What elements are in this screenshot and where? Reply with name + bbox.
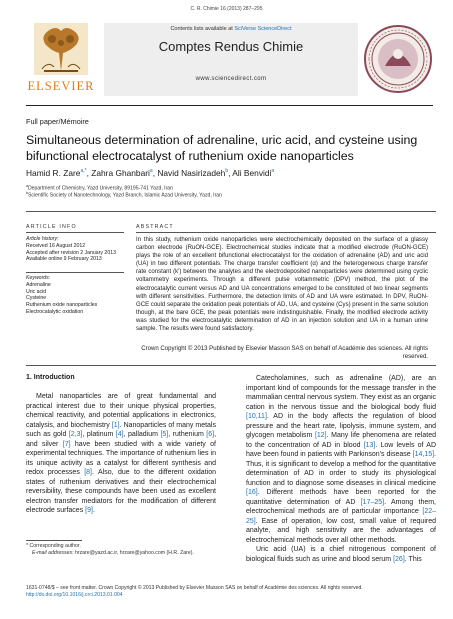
keywords	[26, 275, 136, 316]
citation-link[interactable]: [12]	[314, 432, 327, 439]
history-label: Article history:	[26, 236, 59, 242]
citation-link[interactable]: [9]	[85, 507, 93, 514]
academie-seal-icon	[363, 24, 433, 94]
paragraph	[246, 374, 436, 545]
author-name[interactable]: Ali Benvidi	[232, 168, 272, 178]
author-name[interactable]: Hamid R. Zare	[26, 168, 81, 178]
paragraph	[26, 392, 216, 516]
citation-link[interactable]: [8]	[84, 469, 93, 476]
abstract-divider	[26, 365, 436, 366]
paragraph-text: , palladium	[123, 431, 161, 438]
keywords-label: Keywords:	[26, 275, 51, 281]
paragraph-text: Catecholamines, such as adrenaline (AD), are an important kind of compounds for the message transfer in the mammalian central nervous system. They exist as an organic cation in the nervous tissue and the biological body fluid	[246, 375, 436, 411]
footnote: * Corresponding author. E-mail addresses: hrzare@yazd.ac.ir, hrzare@yahoo.com (H.R. Zare).	[26, 543, 194, 556]
author-affil-marker[interactable]: a	[271, 168, 275, 175]
article-info-rule	[26, 232, 124, 233]
running-head: C. R. Chimie 16 (2013) 287–295	[190, 6, 263, 12]
abstract-copyright: Crown Copyright © 2013 Published by Elsevier Masson SAS on behalf of Académie des sciences. All rights reserved.	[141, 346, 428, 361]
journal-title: Comptes Rendus Chimie	[158, 39, 304, 54]
author-name[interactable]: Navid Nasirizadeh	[157, 168, 226, 178]
article-type: Full paper/Mémoire	[26, 117, 89, 126]
keyword: Cysteine	[26, 295, 47, 302]
paragraph-text: , and silver	[26, 431, 217, 448]
sciencedirect-link[interactable]: SciVerse ScienceDirect	[234, 26, 292, 32]
paragraph-text: . Among them, electrochemical methods are of particular importance	[246, 498, 437, 515]
author-affil-marker[interactable]: a	[149, 168, 153, 175]
abstract-text: In this study, ruthenium oxide nanoparticles were electrochemically deposited on the surface of a glassy carbon electrode (RuON-GCE). Electrochemical studies indicate that a modified electrode (RuON-GCE) plays the role of an excellent bifunctional electrocatalyst for the oxidation of adrenaline (AD) and uric acid (UA) in two different potentials. The charge transfer coefficient (α) and the heterogeneous charge transfer rate constant (k′) between the analytes and the electrodeposited nanoparticles were determined using cyclic voltammetry experiments. Through a different pulse voltammetric (DPV) method, the plot of the electrocatalytic current versus AD and UA concentrations emerged to be constituted of two linear segments with different sensitivities. Furthermore, the detection limits of AD and UA were estimated. In DPV, RuON-GCE could separate the oxidation peak potentials of AD, UA, and cysteine (Cys) present in the same solution though, at the bare GCE, the peak potentials were indistinguishable. Finally, the modified electrode activity was studied for the electrocatalytic determination of AD in an injection solution and UA in a human urine sample. The results were found satisfactory.	[136, 237, 428, 333]
keyword: Uric acid	[26, 288, 47, 295]
footnote-rule	[26, 540, 82, 541]
citation-link[interactable]: [13]	[363, 441, 376, 449]
left-column	[26, 392, 216, 516]
citation-link[interactable]: [2,3]	[68, 431, 83, 438]
paragraph-text: . Ease of operation, low cost, small value of required analyte, and high sensitivity are the advantages of electrochemical methods over all other methods.	[246, 517, 436, 544]
author-name[interactable]: Zahra Ghanbari	[91, 168, 150, 178]
citation-link[interactable]: [14,15]	[412, 451, 435, 458]
paragraph-text: . Also, due to the different oxidation states of ruthenium derivatives and their electrochemical reversibility, these compounds have been used as excellent electron transfer mediators for the modification of different electrode surfaces	[26, 469, 216, 514]
citation-link[interactable]: [22–25]	[246, 508, 436, 525]
elsevier-tree-icon	[34, 23, 88, 75]
affiliation: $^a$Department of Chemistry, Yazd University, 89195-741 Yazd, Iran	[26, 184, 173, 192]
paragraph-text: . Different methods have been reported for the quantitative determination of AD	[246, 489, 436, 506]
bottom-info	[26, 585, 436, 598]
section-heading-introduction: 1. Introduction	[26, 374, 75, 381]
paragraph-text: .	[92, 507, 95, 514]
paragraph-text: . Thus, it is significant to develop a method for the quantitative determination of AD in order to study its physiological function and to diagnose some diseases in clinical medicine	[246, 451, 436, 487]
citation-link[interactable]: [17–25]	[360, 498, 385, 506]
citation-link[interactable]: [6]	[206, 431, 215, 438]
masthead-divider	[26, 105, 433, 106]
citation-link[interactable]: [1]	[111, 421, 120, 429]
right-column	[246, 374, 436, 564]
paragraph-text: . This	[404, 555, 422, 563]
article-info-heading: ARTICLE INFO	[26, 224, 77, 230]
doi-link[interactable]: http://dx.doi.org/10.1016/j.crci.2013.01.004	[26, 591, 123, 598]
article-history	[26, 236, 136, 263]
email-label: E-mail addresses:	[32, 549, 74, 556]
citation-link[interactable]: [4]	[115, 431, 124, 438]
header-divider	[26, 211, 436, 212]
citation-link[interactable]: [26]	[393, 555, 405, 563]
paragraph-text: . Many life phenomena are related to the concentration of AD in blood	[246, 432, 436, 449]
paragraph	[246, 545, 436, 564]
author-affil-marker[interactable]: a,*	[80, 168, 87, 175]
paragraph-text: have been studied with a wide variety of experimental techniques. The importance of ruthenium lies in its unique activity as a catalyst for different synthesis and redox processes	[26, 440, 216, 476]
journal-url-link[interactable]: www.sciencedirect.com	[195, 76, 267, 82]
elsevier-logo	[26, 23, 96, 95]
article-title: Simultaneous determination of adrenaline, uric acid, and cysteine using bifunctional electrocatalyst of ruthenium oxide nanoparticles	[26, 133, 418, 163]
history-item: Accepted after revision 2 January 2013	[26, 249, 116, 256]
author-list: Hamid R. Zare$^{a,*}$, Zahra Ghanbari$^a$, Navid Nasirizadeh$^b$, Ali Benvidi$^a$	[26, 168, 275, 178]
footnote-label: Corresponding author.	[29, 543, 81, 549]
abstract-heading: ABSTRACT	[136, 224, 174, 230]
abstract-rule	[136, 232, 436, 233]
keyword: Ruthenium oxide nanoparticles	[26, 302, 98, 309]
citation-link[interactable]: [16]	[246, 489, 258, 496]
paragraph-text: . AD in the body affects the regulation of blood pressure and the heart rate, lipolysis, immune system, and glycogen metabolism	[246, 413, 436, 439]
issn-line: 1631-0748/$ – see front matter. Crown Copyright © 2013 Published by Elsevier Masson SAS on behalf of Académie des sciences. All rights reserved.	[26, 585, 363, 591]
history-item: Received 16 August 2012	[26, 242, 86, 249]
paragraph-text: , ruthenium	[168, 431, 207, 438]
citation-link[interactable]: [10,11]	[246, 413, 267, 420]
paragraph-text: Uric acid (UA) is a chief nitrogenous component of biological fluids such as urine and blood serum	[246, 546, 436, 563]
paragraph-text: , platinum	[82, 431, 116, 438]
contents-prefix: Contents lists available at	[170, 26, 235, 32]
paragraph-text: . Low levels of AD have been found in patients with Parkinson's disease	[246, 441, 436, 458]
affiliation: $^b$Scientific Society of Nanotechnology, Yazd Branch, Islamic Azad University, Yazd, Iran	[26, 191, 222, 199]
journal-masthead	[26, 23, 433, 101]
keyword: Electrocatalytic oxidation	[26, 308, 84, 315]
history-item: Available online 9 February 2013	[26, 256, 102, 263]
publisher-wordmark: ELSEVIER	[27, 79, 95, 93]
paragraph-text: . Nanoparticles of many metals such as gold	[26, 421, 216, 438]
contents-line	[104, 26, 358, 32]
keyword: Adrenaline	[26, 281, 51, 288]
author-affil-marker[interactable]: b	[225, 168, 229, 175]
citation-link[interactable]: [5]	[160, 431, 169, 438]
citation-link[interactable]: [7]	[62, 440, 71, 448]
journal-header-box	[104, 23, 358, 96]
paragraph-text: Metal nanoparticles are of great fundamental and practical interest due to their unique physical properties, chemical reactivity, and potential applications in electronics, catalysis, and biochemistry	[26, 393, 216, 429]
info-divider	[26, 272, 124, 273]
author-emails[interactable]: hrzare@yazd.ac.ir, hrzare@yahoo.com (H.R. Zare).	[74, 549, 194, 556]
